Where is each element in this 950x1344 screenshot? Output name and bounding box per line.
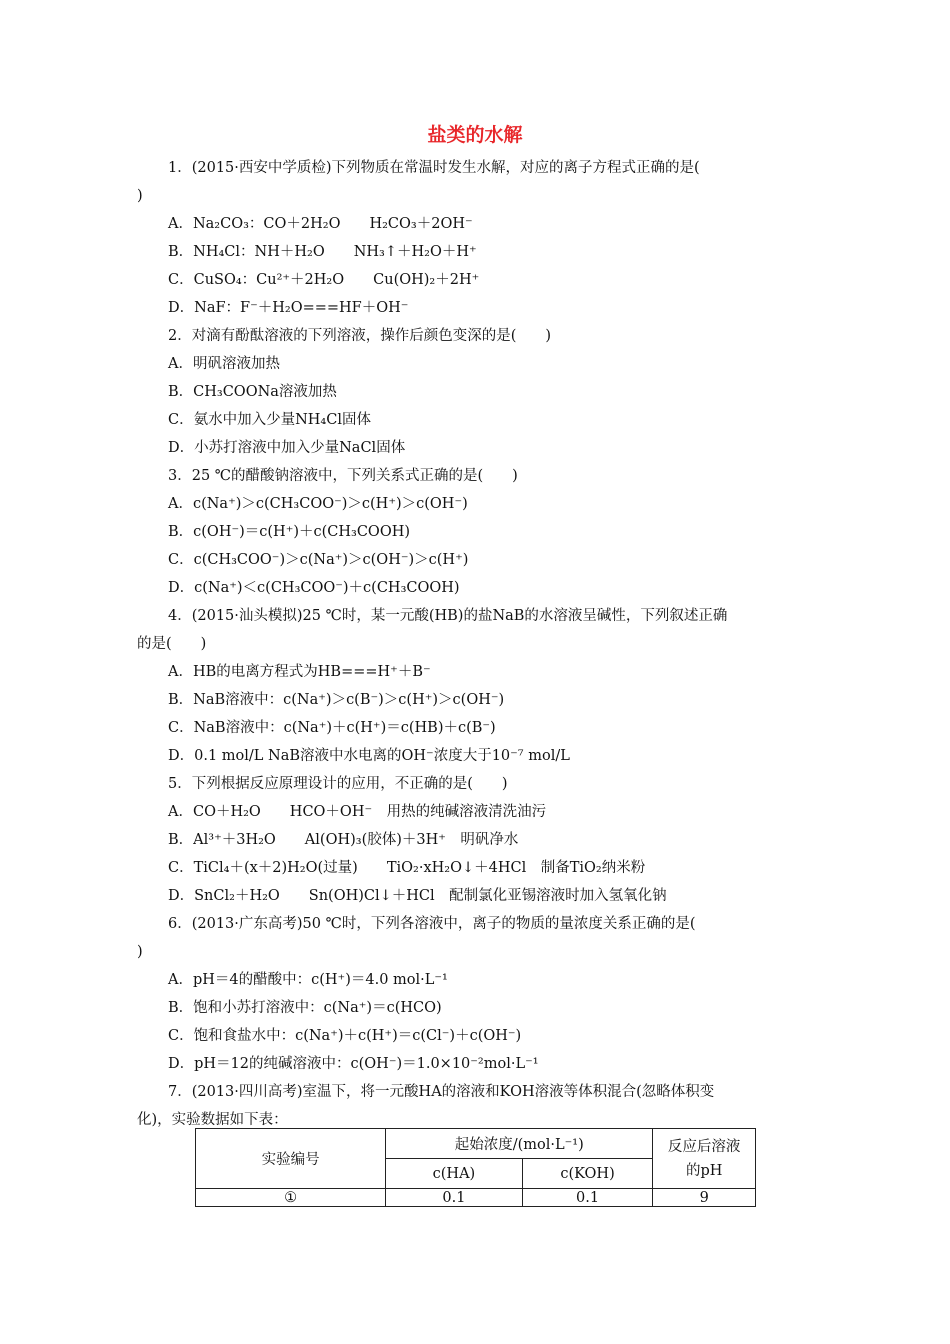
text-line: A．c(Na⁺)＞c(CH₃COO⁻)＞c(H⁺)＞c(OH⁻) [168, 496, 468, 512]
text-line: 4．(2015·汕头模拟)25 ℃时，某一元酸(HB)的盐NaB的水溶液呈碱性，下列叙述正确 [168, 608, 728, 624]
text-line: D．pH＝12的纯碱溶液中：c(OH⁻)＝1.0×10⁻²mol·L⁻¹ [168, 1056, 539, 1072]
table-row [196, 1189, 756, 1207]
text-line: ) [137, 188, 143, 204]
text-line: ) [137, 944, 143, 960]
header-initial-concentration: 起始浓度/(mol·L⁻¹) [386, 1129, 653, 1159]
text-line: C．c(CH₃COO⁻)＞c(Na⁺)＞c(OH⁻)＞c(H⁺) [168, 552, 469, 568]
text-line: B．Al³⁺＋3H₂O Al(OH)₃(胶体)＋3H⁺ 明矾净水 [168, 832, 519, 848]
header-ph-line2: 的pH [685, 1162, 723, 1179]
header-ph-after-reaction [653, 1129, 756, 1189]
page-title: 盐类的水解 [427, 124, 523, 146]
text-line: B．NaB溶液中：c(Na⁺)＞c(B⁻)＞c(H⁺)＞c(OH⁻) [168, 692, 505, 708]
text-line: A．明矾溶液加热 [168, 356, 280, 372]
text-line: A．pH＝4的醋酸中：c(H⁺)＝4.0 mol·L⁻¹ [168, 972, 448, 988]
text-line: 6．(2013·广东高考)50 ℃时，下列各溶液中，离子的物质的量浓度关系正确的是( [168, 916, 696, 932]
header-c-koh: c(KOH) [522, 1159, 653, 1189]
text-line: B．饱和小苏打溶液中：c(Na⁺)＝c(HCO) [168, 1000, 442, 1016]
text-line: A．HB的电离方程式为HB===H⁺＋B⁻ [168, 664, 431, 680]
experiment-data-table [195, 1128, 756, 1207]
text-line: 5．下列根据反应原理设计的应用，不正确的是( ) [168, 776, 508, 792]
text-line: C．TiCl₄＋(x＋2)H₂O(过量) TiO₂·xH₂O↓＋4HCl 制备TiO₂纳米粉 [168, 860, 646, 876]
header-ph-line1: 反应后溶液 [667, 1138, 741, 1155]
text-line: C．饱和食盐水中：c(Na⁺)＋c(H⁺)＝c(Cl⁻)＋c(OH⁻) [168, 1028, 522, 1044]
text-line: B．CH₃COONa溶液加热 [168, 384, 337, 400]
cell-experiment-id: ① [196, 1189, 386, 1207]
text-line: 的是( ) [137, 636, 207, 652]
text-line: B．NH₄Cl：NH＋H₂O NH₃↑＋H₂O＋H⁺ [168, 244, 477, 260]
text-line: D．NaF：F⁻＋H₂O===HF＋OH⁻ [168, 300, 409, 316]
text-line: D．SnCl₂＋H₂O Sn(OH)Cl↓＋HCl 配制氯化亚锡溶液时加入氢氧化钠 [168, 888, 667, 904]
text-line: D．小苏打溶液中加入少量NaCl固体 [168, 440, 406, 456]
cell-ph: 9 [653, 1189, 756, 1207]
cell-c-koh: 0.1 [522, 1189, 653, 1207]
text-line: A．CO＋H₂O HCO＋OH⁻ 用热的纯碱溶液清洗油污 [168, 804, 547, 820]
text-line: 化)，实验数据如下表： [137, 1112, 288, 1128]
text-line: C．CuSO₄：Cu²⁺＋2H₂O Cu(OH)₂＋2H⁺ [168, 272, 480, 288]
header-experiment-number: 实验编号 [196, 1129, 386, 1189]
text-line: 1．(2015·西安中学质检)下列物质在常温时发生水解，对应的离子方程式正确的是( [168, 160, 700, 176]
text-line: C．氨水中加入少量NH₄Cl固体 [168, 412, 371, 428]
text-line: 2．对滴有酚酞溶液的下列溶液，操作后颜色变深的是( ) [168, 328, 552, 344]
text-line: D．c(Na⁺)＜c(CH₃COO⁻)＋c(CH₃COOH) [168, 580, 460, 596]
text-line: A．Na₂CO₃：CO＋2H₂O H₂CO₃＋2OH⁻ [168, 216, 473, 232]
header-c-ha: c(HA) [386, 1159, 523, 1189]
text-line: D．0.1 mol/L NaB溶液中水电离的OH⁻浓度大于10⁻⁷ mol/L [168, 748, 570, 764]
text-line: C．NaB溶液中：c(Na⁺)＋c(H⁺)＝c(HB)＋c(B⁻) [168, 720, 496, 736]
text-line: 7．(2013·四川高考)室温下，将一元酸HA的溶液和KOH溶液等体积混合(忽略体积变 [168, 1084, 715, 1100]
text-line: B．c(OH⁻)＝c(H⁺)＋c(CH₃COOH) [168, 524, 411, 540]
text-line: 3．25 ℃的醋酸钠溶液中，下列关系式正确的是( ) [168, 468, 518, 484]
cell-c-ha: 0.1 [386, 1189, 523, 1207]
